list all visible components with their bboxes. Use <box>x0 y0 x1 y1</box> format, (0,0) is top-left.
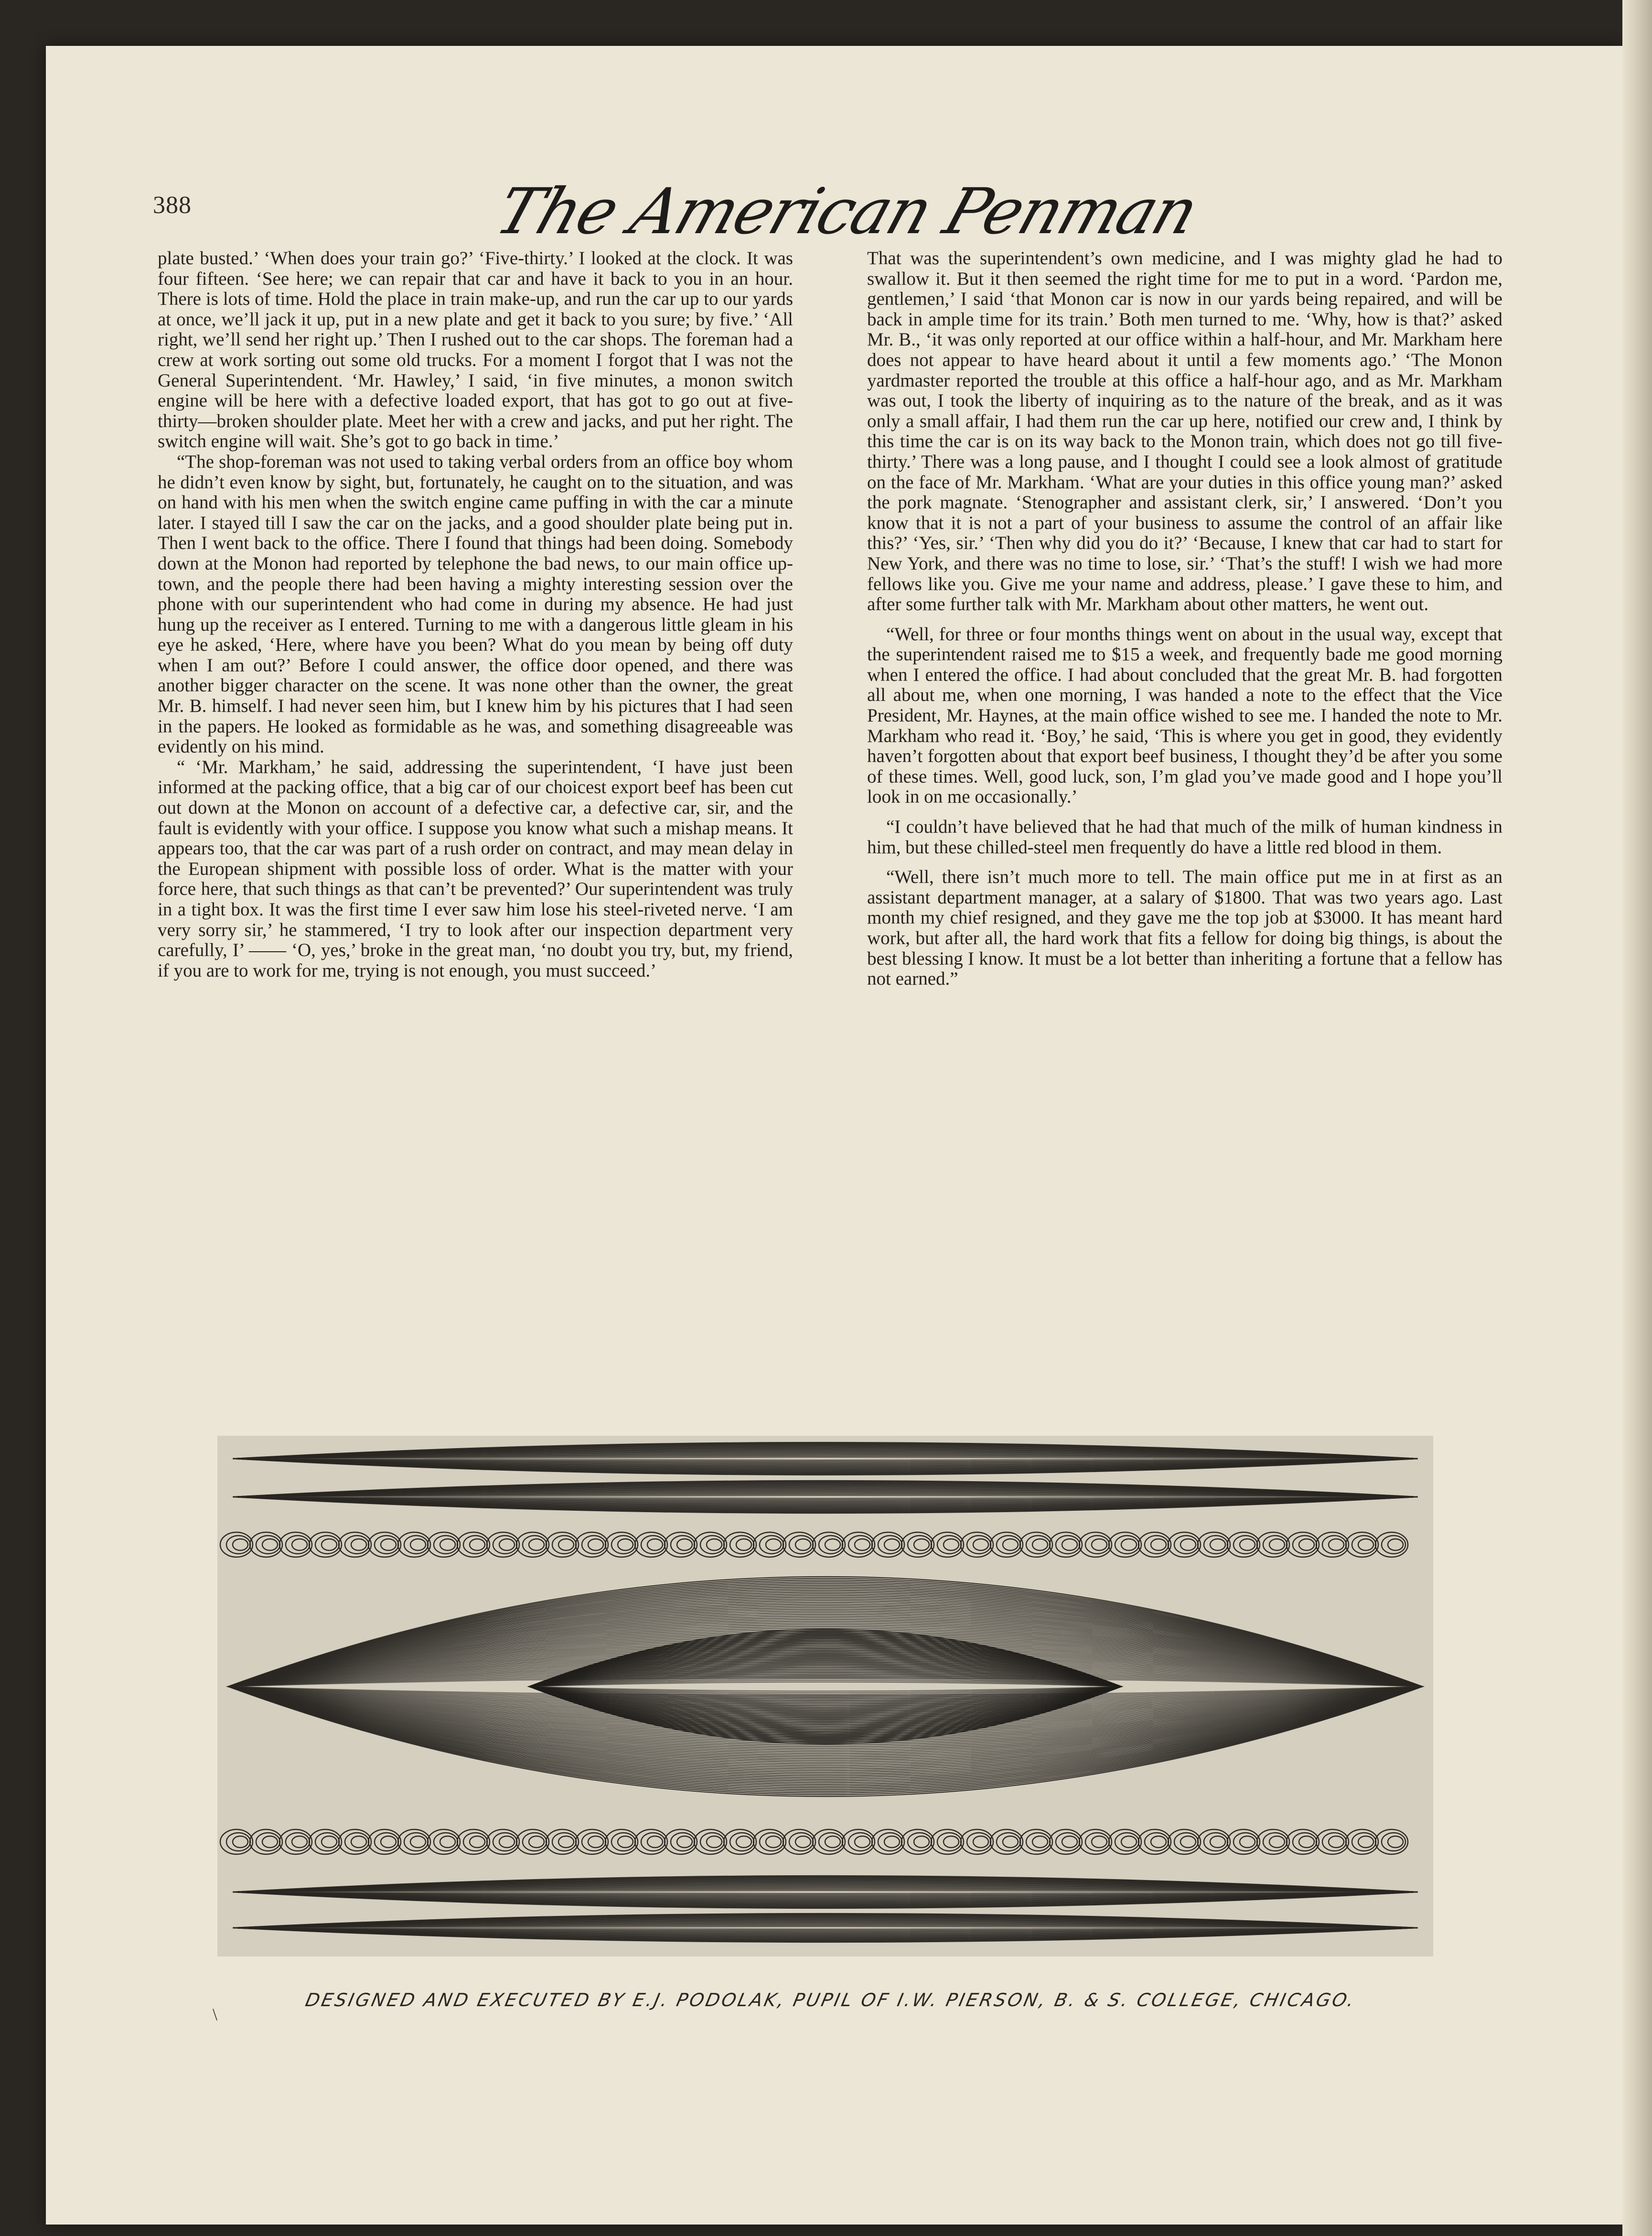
paragraph: plate busted.’ ‘When does your train go?’ ‘Five-thirty.’ I looked at the clock. It was four fifteen. ‘See here; we can repair that car and have it back to you in an hour. There is lots of time. Hold the place in train make-up, and run the car up to our yards at once, we’ll jack it up, put in a new plate and get it back to you sure; by five.’ ‘All right, we’ll send her right up.’ Then I rushed out to the car shops. The foreman had a crew at work sorting out some old trucks. For a moment I forgot that I was not the General Superintendent. ‘Mr. Hawley,’ I said, ‘in five minutes, a monon switch engine will be here with a defective loaded export, that has got to go out at five-thirty—broken shoulder plate. Meet her with a crew and jacks, and put her right. The switch engine will wait. She’s got to go back in time.’ <box>158 248 793 452</box>
paragraph: “The shop-foreman was not used to taking verbal orders from an office boy whom he didn’t even know by sight, but, fortunately, he caught on to the situation, and was on hand with his men when the switch engine came puffing in with the car a minute later. I stayed till I saw the car on the jacks, and a good shoulder plate being put in. Then I went back to the office. There I found that things had been doing. Somebody down at the Monon had reported by telephone the bad news, to our main office up-town, and the people there had been having a mighty interesting session over the phone with our superintendent who had come in during my absence. He had just hung up the receiver as I entered. Turning to me with a dangerous little gleam in his eye he asked, ‘Here, where have you been? What do you mean by being off duty when I am out?’ Before I could answer, the office door opened, and there was another bigger character on the scene. It was none other than the owner, the great Mr. B. himself. I had never seen him, but I knew him by his pictures that I had seen in the papers. He looked as formidable as he was, and something disagreeable was evidently on his mind. <box>158 451 793 757</box>
paragraph: “Well, for three or four months things went on about in the usual way, except that the superintendent raised me to $15 a week, and frequently bade me good morning when I entered the office. I had about concluded that the great Mr. B. had forgotten all about me, when one morning, I was handed a note to the effect that the Vice President, Mr. Haynes, at the main office wished to see me. I handed the note to Mr. Markham who read it. ‘Boy,’ he said, ‘This is where you get in good, they evidently haven’t forgotten about that export beef business, I thought they’d be after you some of these times. Well, good luck, son, I’m glad you’ve made good and I hope you’ll look in on me occasionally.’ <box>867 624 1502 807</box>
paragraph: “I couldn’t have believed that he had that much of the milk of human kindness in him, but these chilled-steel men frequently do have a little red blood in them. <box>867 817 1502 858</box>
paragraph: “Well, there isn’t much more to tell. The main office put me in at first as an assistant department manager, at a salary of $1800. That was two years ago. Last month my chief resigned, and they gave me the top job at $3000. It has meant hard work, but after all, the hard work that fits a fellow for doing big things, is about the best blessing I know. It must be a lot better than inheriting a fortune that a fellow has not earned.” <box>867 867 1502 989</box>
paragraph: That was the superintendent’s own medicine, and I was mighty glad he had to swallow it. But it then seemed the right time for me to put in a word. ‘Pardon me, gentlemen,’ I said ‘that Monon car is now in our yards being repaired, and will be back in ample time for its train.’ Both men turned to me. ‘Why, how is that?’ asked Mr. B., ‘it was only reported at our office within a half-hour, and Mr. Markham here does not appear to have heard about it until a few moments ago.’ ‘The Monon yardmaster reported the trouble at this office a half-hour ago, and as Mr. Markham was out, I took the liberty of inquiring as to the nature of the break, and as it was only a small affair, I had them run the car up here, notified our crew and, I think by this time the car is on its way back to the Monon train, which does not go till five-thirty.’ There was a long pause, and I thought I could see a look almost of gratitude on the face of Mr. Markham. ‘What are your duties in this office young man?’ asked the pork magnate. ‘Stenographer and assistant clerk, sir,’ I answered. ‘Don’t you know that it is not a part of your business to assume the control of an affair like this?’ ‘Yes, sir.’ ‘Then why did you do it?’ ‘Because, I knew that car had to start for New York, and there was no time to lose, sir.’ ‘That’s the stuff! I wish we had more fellows like you. Give me your name and address, please.’ I gave these to him, and after some further talk with Mr. Markham about other matters, he went out. <box>867 248 1502 615</box>
illustration-caption: DESIGNED AND EXECUTED BY E.J. PODOLAK, PUPIL OF I.W. PIERSON, B. & S. COLLEGE, CHICAGO. <box>303 1989 1358 2010</box>
page-number: 388 <box>153 192 192 219</box>
paragraph: “ ‘Mr. Markham,’ he said, addressing the superintendent, ‘I have just been informed at the packing office, that a big car of our choicest export beef has been cut out down at the Monon on account of a defective car, a defective car, sir, and the fault is evidently with your office. I suppose you know what such a mishap means. It appears too, that the car was part of a rush order on contract, and may mean delay in the European shipment with possible loss of order. What is the matter with your force here, that such things as that can’t be prevented?’ Our superintendent was truly in a tight box. It was the first time I ever saw him lose his steel-riveted nerve. ‘I am very sorry sir,’ he stammered, ‘I try to look after our inspection department very carefully, I’ —— ‘O, yes,’ broke in the great man, ‘no doubt you try, but, my friend, if you are to work for me, trying is not enough, you must succeed.’ <box>158 756 793 981</box>
masthead-title: The American Penman <box>487 175 1206 248</box>
ornamental-penwork-illustration <box>217 1436 1433 1956</box>
stray-mark: \ <box>213 2005 218 2024</box>
left-column <box>158 248 793 981</box>
right-column <box>867 248 1502 989</box>
penwork-drawing <box>217 1436 1433 1956</box>
next-page-edge <box>1622 0 1652 2236</box>
